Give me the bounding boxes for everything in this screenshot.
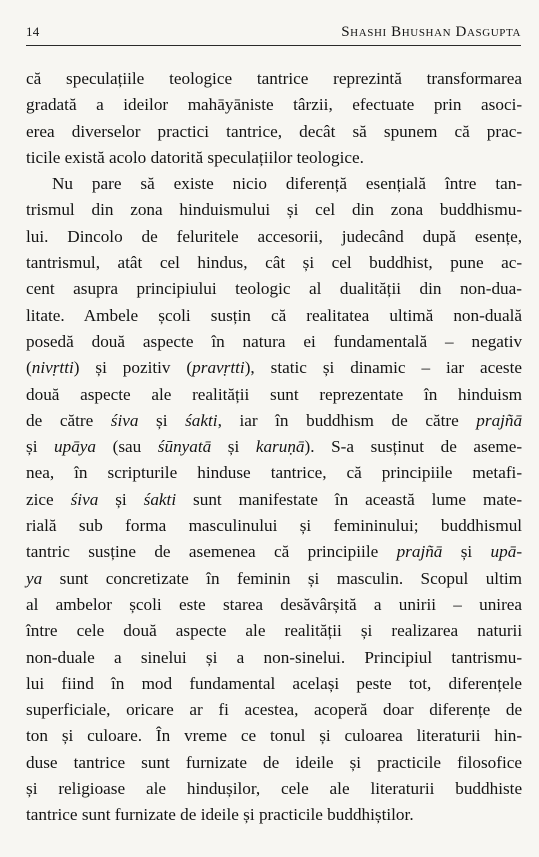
text-line: (nivṛtti) și pozitiv (pravṛtti), static și dinamic – iar aceste (26, 358, 522, 378)
text-line: cent asupra principiului teologic al dualității din non-dua- (26, 279, 522, 299)
text-line: nea, în scripturile hinduse tantrice, că principiile metafi- (26, 463, 523, 483)
text-line: tantrismul, atât cel hindus, cât și cel buddhist, pune ac- (26, 253, 523, 273)
text-line: de către śiva și śakti, iar în buddhism de către prajñā (26, 410, 523, 430)
text-line: ticile există acolo datorită speculațiilor teologice. (26, 147, 364, 167)
text-line: ton și culoare. În vreme ce tonul și culoarea literaturii hin- (26, 726, 523, 746)
text-line: și religioase ale hindușilor, cele ale literaturii buddhiste (26, 779, 523, 799)
text-line: zice śiva și śakti sunt manifestate în această lume mate- (26, 489, 523, 509)
text-line: al ambelor școli este starea desăvârșită a unirii – unirea (26, 594, 523, 614)
text-line: lui fiind în mod fundamental același peste tot, diferențele (26, 673, 522, 693)
text-line: ya sunt concretizate în feminin și masculin. Scopul ultim (26, 568, 522, 588)
text-line: două aspecte ale realității sunt reprezentate în hinduism (26, 384, 522, 404)
text-line: că speculațiile teologice tantrice reprezintă transformarea (26, 69, 523, 88)
text-line: tantric susține de asemenea că principiile prajñā și upā- (26, 542, 523, 562)
paragraph (26, 66, 522, 171)
text-line: trismul din zona hinduismului și cel din zona buddhismu- (26, 200, 523, 220)
text-line: tantrice sunt furnizate de ideile și practicile buddhiștilor. (26, 805, 414, 825)
text-line: superficiale, oricare ar fi acestea, acoperă doar diferențe de (26, 700, 523, 720)
text-line: erea diverselor practici tantrice, decât să spunem că prac- (26, 121, 523, 141)
paragraph (26, 171, 522, 828)
text-line: lui. Dincolo de feluritele accesorii, judecând după esențe, (26, 226, 523, 246)
text-line: și upāya (sau śūnyatā și karuṇā). S-a susținut de aseme- (26, 437, 523, 457)
text-line: non-duale a sinelui și a non-sinelui. Principiul tantrismu- (26, 647, 523, 667)
text-line: gradată a ideilor mahāyāniste târzii, efectuate prin asoci- (26, 95, 523, 115)
body-text (26, 66, 522, 829)
text-line: Nu pare să existe nicio diferență esențială între tan- (52, 174, 523, 194)
running-head (26, 22, 521, 44)
text-line: posedă două aspecte în natura ei fundamentală – negativ (26, 331, 523, 351)
text-line: litate. Ambele școli susțin că realitatea ultimă non-duală (26, 305, 523, 325)
text-line: duse tantrice sunt furnizate de ideile și practicile filosofice (26, 752, 523, 772)
text-line: între cele două aspecte ale realității și realizarea naturii (26, 621, 523, 641)
text-line: rială sub forma masculinului și femininului; buddhismul (26, 516, 523, 536)
running-head-author: Shashi Bhushan Dasgupta (341, 24, 521, 40)
page-number: 14 (26, 24, 40, 39)
header-rule (26, 45, 521, 46)
